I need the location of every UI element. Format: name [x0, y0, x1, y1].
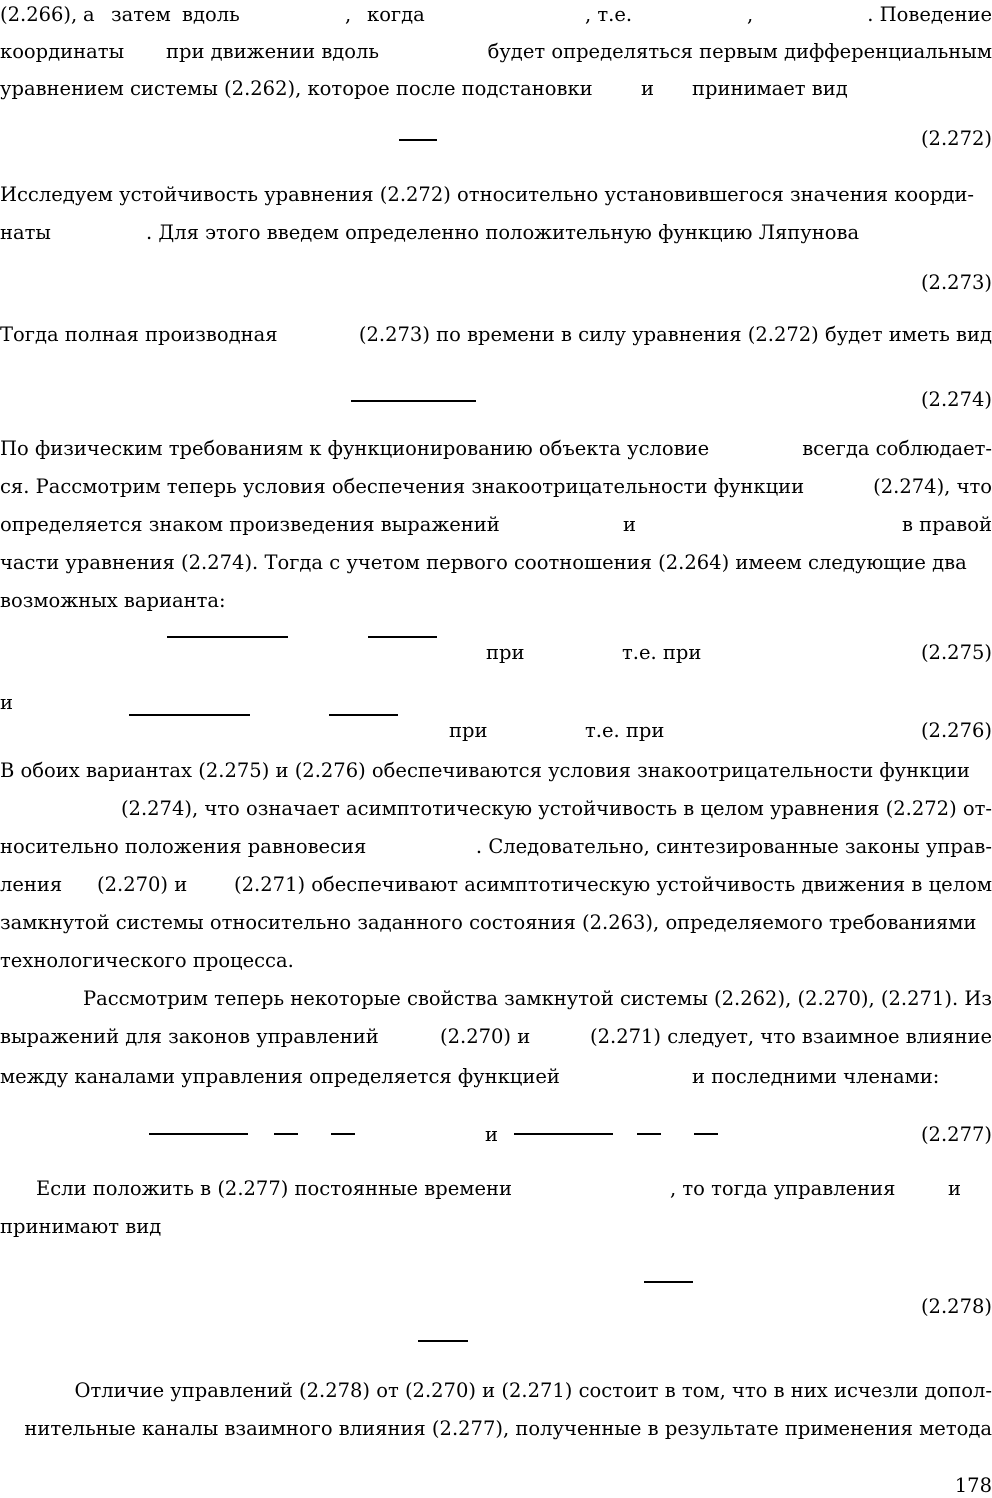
text: Тогда полная производная	[0, 323, 278, 346]
equation-number: (2.273)	[920, 271, 992, 294]
text: (2.271) обеспечивают асимптотическую устойчивость движения в целом	[234, 873, 992, 896]
text: . Следовательно, синтезированные законы управ-	[475, 835, 992, 858]
text: при	[486, 641, 525, 664]
text-line	[0, 586, 992, 616]
text-line	[0, 1212, 992, 1242]
equation-number: (2.276)	[920, 719, 992, 742]
text-line	[0, 756, 992, 786]
text-line	[0, 1062, 992, 1092]
text: замкнутой системы относительно заданного состояния (2.263), определяемого требованиями	[0, 911, 977, 934]
text-line	[0, 984, 992, 1014]
text: (2.266),	[0, 3, 78, 26]
fraction-bar	[418, 1340, 468, 1342]
text-line	[0, 74, 992, 104]
text-line	[0, 37, 992, 67]
text: выражений для законов управлений	[0, 1025, 379, 1048]
text: будет определяться первым дифференциальным	[487, 40, 992, 63]
equation-line	[0, 638, 992, 668]
text-line	[0, 0, 992, 30]
text: , то тогда управления	[670, 1177, 896, 1200]
text-line	[0, 1376, 992, 1406]
text: принимают вид	[0, 1215, 162, 1238]
text: всегда соблюдает-	[802, 437, 992, 460]
text: (2.271) следует, что взаимное влияние	[590, 1025, 992, 1048]
text: ,	[747, 3, 754, 26]
text: Отличие управлений (2.278) от (2.270) и (2.271) состоит в том, что в них исчезли допол-	[74, 1379, 992, 1402]
text: ,	[345, 3, 352, 26]
text: . Для этого введем определенно положительную функцию Ляпунова	[146, 221, 860, 244]
text: носительно положения равновесия	[0, 835, 367, 858]
text: и	[485, 1123, 498, 1146]
text-line	[0, 320, 992, 350]
text: нительные каналы взаимного влияния (2.277), полученные в результате применения метода	[24, 1417, 992, 1440]
text: принимает вид	[692, 77, 848, 100]
text: , т.е.	[585, 3, 633, 26]
equation-line	[0, 1120, 992, 1150]
text: вдоль	[182, 3, 240, 26]
equation-number: (2.272)	[920, 127, 992, 150]
text: В обоих вариантах (2.275) и (2.276) обеспечиваются условия знакоотрицательности функции	[0, 759, 970, 782]
text: определяется знаком произведения выражений	[0, 513, 500, 536]
text: (2.274), что	[873, 475, 992, 498]
fraction-bar	[644, 1281, 693, 1283]
text: возможных варианта:	[0, 589, 226, 612]
text-line	[0, 1174, 992, 1204]
text: а	[83, 3, 95, 26]
equation-number: (2.275)	[920, 641, 992, 664]
equation-number: (2.277)	[920, 1123, 992, 1146]
equation-line	[0, 268, 992, 298]
text: части уравнения (2.274). Тогда с учетом первого соотношения (2.264) имеем следующие два	[0, 551, 967, 574]
text: т.е. при	[585, 719, 665, 742]
text: координаты	[0, 40, 125, 63]
equation-number: (2.274)	[920, 388, 992, 411]
text: ся. Рассмотрим теперь условия обеспечения знакоотрицательности функции	[0, 475, 805, 498]
text: Рассмотрим теперь некоторые свойства замкнутой системы (2.262), (2.270), (2.271). Из	[83, 987, 992, 1010]
text-line	[0, 794, 992, 824]
text: технологического процесса.	[0, 949, 294, 972]
text-line	[0, 548, 992, 578]
text: (2.273) по времени в силу уравнения (2.272) будет иметь вид	[358, 323, 992, 346]
text-line	[0, 218, 992, 248]
text: когда	[367, 3, 425, 26]
text: и	[623, 513, 636, 536]
equation-line	[0, 716, 992, 746]
text: (2.274), что означает асимптотическую устойчивость в целом уравнения (2.272) от-	[120, 797, 992, 820]
equation-line	[0, 124, 992, 154]
text: . Поведение	[867, 3, 992, 26]
text: между каналами управления определяется функцией	[0, 1065, 560, 1088]
text: По физическим требованиям к функционированию объекта условие	[0, 437, 710, 460]
text-line	[0, 946, 992, 976]
text-line	[0, 472, 992, 502]
text: и последними членами:	[692, 1065, 940, 1088]
equation-number: (2.278)	[920, 1295, 992, 1318]
text-line	[0, 1414, 992, 1444]
text: наты	[0, 221, 51, 244]
text-line	[0, 434, 992, 464]
text: при	[449, 719, 488, 742]
text-line	[0, 870, 992, 900]
text: (2.270) и	[440, 1025, 531, 1048]
text-line	[0, 908, 992, 938]
text: уравнением системы (2.262), которое после подстановки	[0, 77, 593, 100]
text: при движении вдоль	[166, 40, 380, 63]
text-line	[0, 832, 992, 862]
text: ления	[0, 873, 63, 896]
page-number: 178	[954, 1474, 992, 1497]
text: Исследуем устойчивость уравнения (2.272) относительно установившегося значения коорди-	[0, 183, 974, 206]
text-line	[0, 1022, 992, 1052]
text-line	[0, 180, 992, 210]
text-line	[0, 510, 992, 540]
text: затем	[111, 3, 171, 26]
equation-line	[0, 1292, 992, 1322]
text: и	[641, 77, 654, 100]
equation-line	[0, 385, 992, 415]
text: и	[0, 691, 13, 714]
text: в правой	[902, 513, 992, 536]
text: т.е. при	[622, 641, 702, 664]
text: Если положить в (2.277) постоянные времени	[36, 1177, 512, 1200]
text: и	[948, 1177, 961, 1200]
text: (2.270) и	[97, 873, 188, 896]
